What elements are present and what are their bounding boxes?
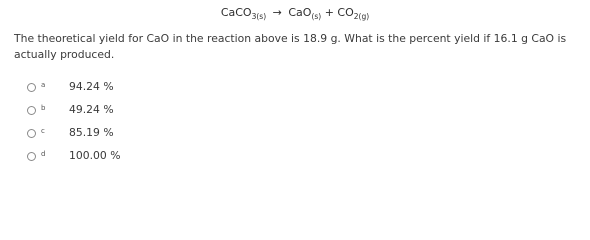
option-letter-a: a (41, 81, 46, 89)
option-letter-b: b (41, 104, 46, 112)
reactant-subscript: 3(s) (251, 12, 267, 21)
radio-button-c[interactable] (27, 129, 36, 138)
option-value-d: 100.00 % (69, 149, 121, 162)
radio-button-d[interactable] (27, 152, 36, 161)
option-letter-d: d (41, 150, 46, 158)
radio-button-b[interactable] (27, 106, 36, 115)
option-value-a: 94.24 % (69, 80, 114, 93)
radio-button-a[interactable] (27, 83, 36, 92)
plus-sign: + (324, 6, 334, 19)
reaction-arrow: → (272, 6, 282, 19)
product2-formula: CO (337, 6, 354, 19)
question-line-2: actually produced. (14, 48, 115, 61)
option-value-b: 49.24 % (69, 103, 114, 116)
option-value-c: 85.19 % (69, 126, 114, 139)
product1-subscript: (s) (311, 12, 322, 21)
product2-subscript: 2(g) (353, 12, 370, 21)
product1-formula: CaO (288, 6, 312, 19)
option-letter-c: c (41, 127, 45, 135)
reactant-formula: CaCO (220, 6, 252, 19)
question-text (14, 31, 584, 63)
question-line-1: The theoretical yield for CaO in the reaction above is 18.9 g. What is the percent yield if 16.1 g CaO is (14, 32, 567, 45)
chemical-equation (0, 4, 590, 22)
